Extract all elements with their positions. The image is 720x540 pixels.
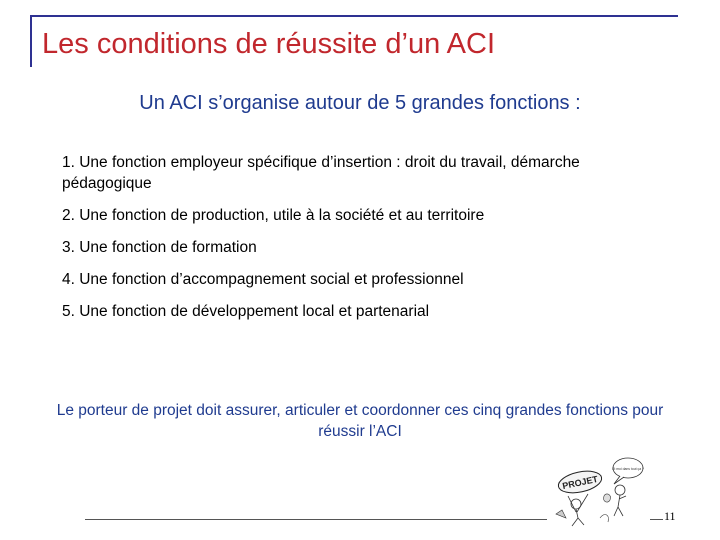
title-frame-top [30,15,678,17]
conclusion-text: Le porteur de projet doit assurer, articuler et coordonner ces cinq grandes fonctions pour réussir l’ACI [56,402,664,440]
project-sign-text: PROJET [561,473,599,492]
footer-rule-short [650,519,663,520]
footer-rule [85,519,547,520]
title-frame-left [30,15,32,67]
project-clipart [548,452,648,527]
list-item: 2. Une fonction de production, utile à la société et au territoire [62,207,485,224]
list-item: 1. Une fonction employeur spécifique d’insertion : droit du travail, démarche pédagogique [62,154,580,192]
slide-subtitle: Un ACI s’organise autour de 5 grandes fonctions : [139,92,581,114]
speech-bubble-tail [614,476,624,484]
functions-list [62,152,662,333]
list-item: 4. Une fonction d’accompagnement social et professionnel [62,271,464,288]
speech-bubble-text: Et moi dans tout ça ? [612,467,644,471]
slide-title: Les conditions de réussite d’un ACI [42,28,495,60]
list-item: 5. Une fonction de développement local et partenarial [62,303,430,320]
character-head [615,485,625,495]
list-item: 3. Une fonction de formation [62,239,257,256]
page-number: 11 [664,509,676,523]
